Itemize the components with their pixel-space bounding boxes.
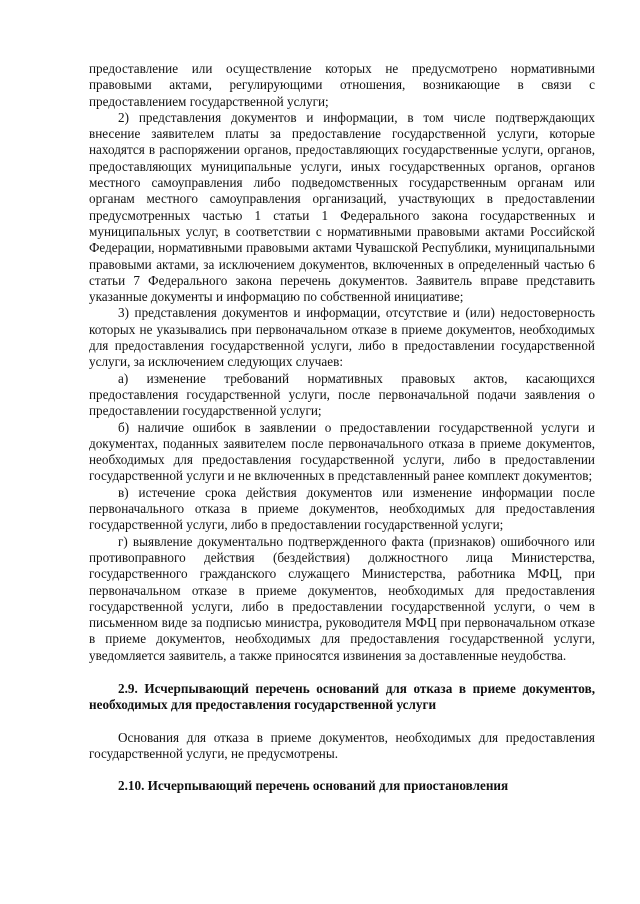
spacer [89, 714, 595, 730]
paragraph-item-2: 2) представления документов и информации, в том числе подтверждающих внесение заявителем платы за предоставление государственной услуги, которые находятся в распоряжении органов, предоставляющих государственные услуги, органов, предоставляющих муниципальные услуги, иных государственных органов, органов местного самоуправления либо подведомственных государственным органам или органам местного самоуправления организаций, участвующих в предоставлении предусмотренных частью 1 статьи 1 Федерального закона государственных и муниципальных услуг, в соответствии с нормативными правовыми актами Российской Федерации, нормативными правовыми актами Чувашской Республики, муниципальными правовыми актами, за исключением документов, включенных в определенный частью 6 статьи 7 Федерального закона перечень документов. Заявитель вправе представить указанные документы и информацию по собственной инициативе; [89, 109, 595, 305]
section-heading-2-10: 2.10. Исчерпывающий перечень оснований для приостановления [118, 778, 509, 794]
paragraph-continuation: предоставление или осуществление которых не предусмотрено нормативными правовыми актами, регулирующими отношения, возникающие в связи с предоставлением государственной услуги; [89, 61, 595, 109]
paragraph-subitem-b: б) наличие ошибок в заявлении о предоставлении государственной услуги и документах, поданных заявителем после первоначального отказа в приеме документов, необходимых для предоставления государственной услуги, либо в предоставлении государственной услуги и не включенных в представленный ранее комплект документов; [89, 419, 595, 484]
paragraph-subitem-g: г) выявление документально подтвержденного факта (признаков) ошибочного или противоправного действия (бездействия) должностного лица Министерства, государственного гражданского служащего Министерства, работника МФЦ, при первоначальном отказе в приеме документов, необходимых для предоставления государственной услуги, либо в предоставлении государственной услуги, о чем в письменном виде за подписью министра, руководителя МФЦ при первоначальном отказе в приеме документов, необходимых для предоставления государственной услуги, уведомляется заявитель, а также приносятся извинения за доставленные неудобства. [89, 533, 595, 663]
paragraph-subitem-v: в) истечение срока действия документов или изменение информации после первоначального отказа в приеме документов, необходимых для предоставления государственной услуги, либо в предоставлении государственной услуги; [89, 484, 595, 533]
paragraph-item-3: 3) представления документов и информации, отсутствие и (или) недостоверность которых не указывались при первоначальном отказе в приеме документов, необходимых для предоставления государственной услуги, либо в предоставлении государственной услуги, за исключением следующих случаев: [89, 305, 595, 370]
spacer [89, 664, 595, 681]
section-2-9-text: Основания для отказа в приеме документов, необходимых для предоставления государственной услуги, не предусмотрены. [89, 729, 595, 761]
spacer [89, 762, 595, 778]
paragraph-subitem-a: а) изменение требований нормативных правовых актов, касающихся предоставления государственной услуги, после первоначальной подачи заявления о предоставлении государственной услуги; [89, 370, 595, 419]
document-page [89, 61, 595, 794]
section-heading-2-9: 2.9. Исчерпывающий перечень оснований для отказа в приеме документов, необходимых для предоставления государственной услуги [89, 680, 595, 713]
